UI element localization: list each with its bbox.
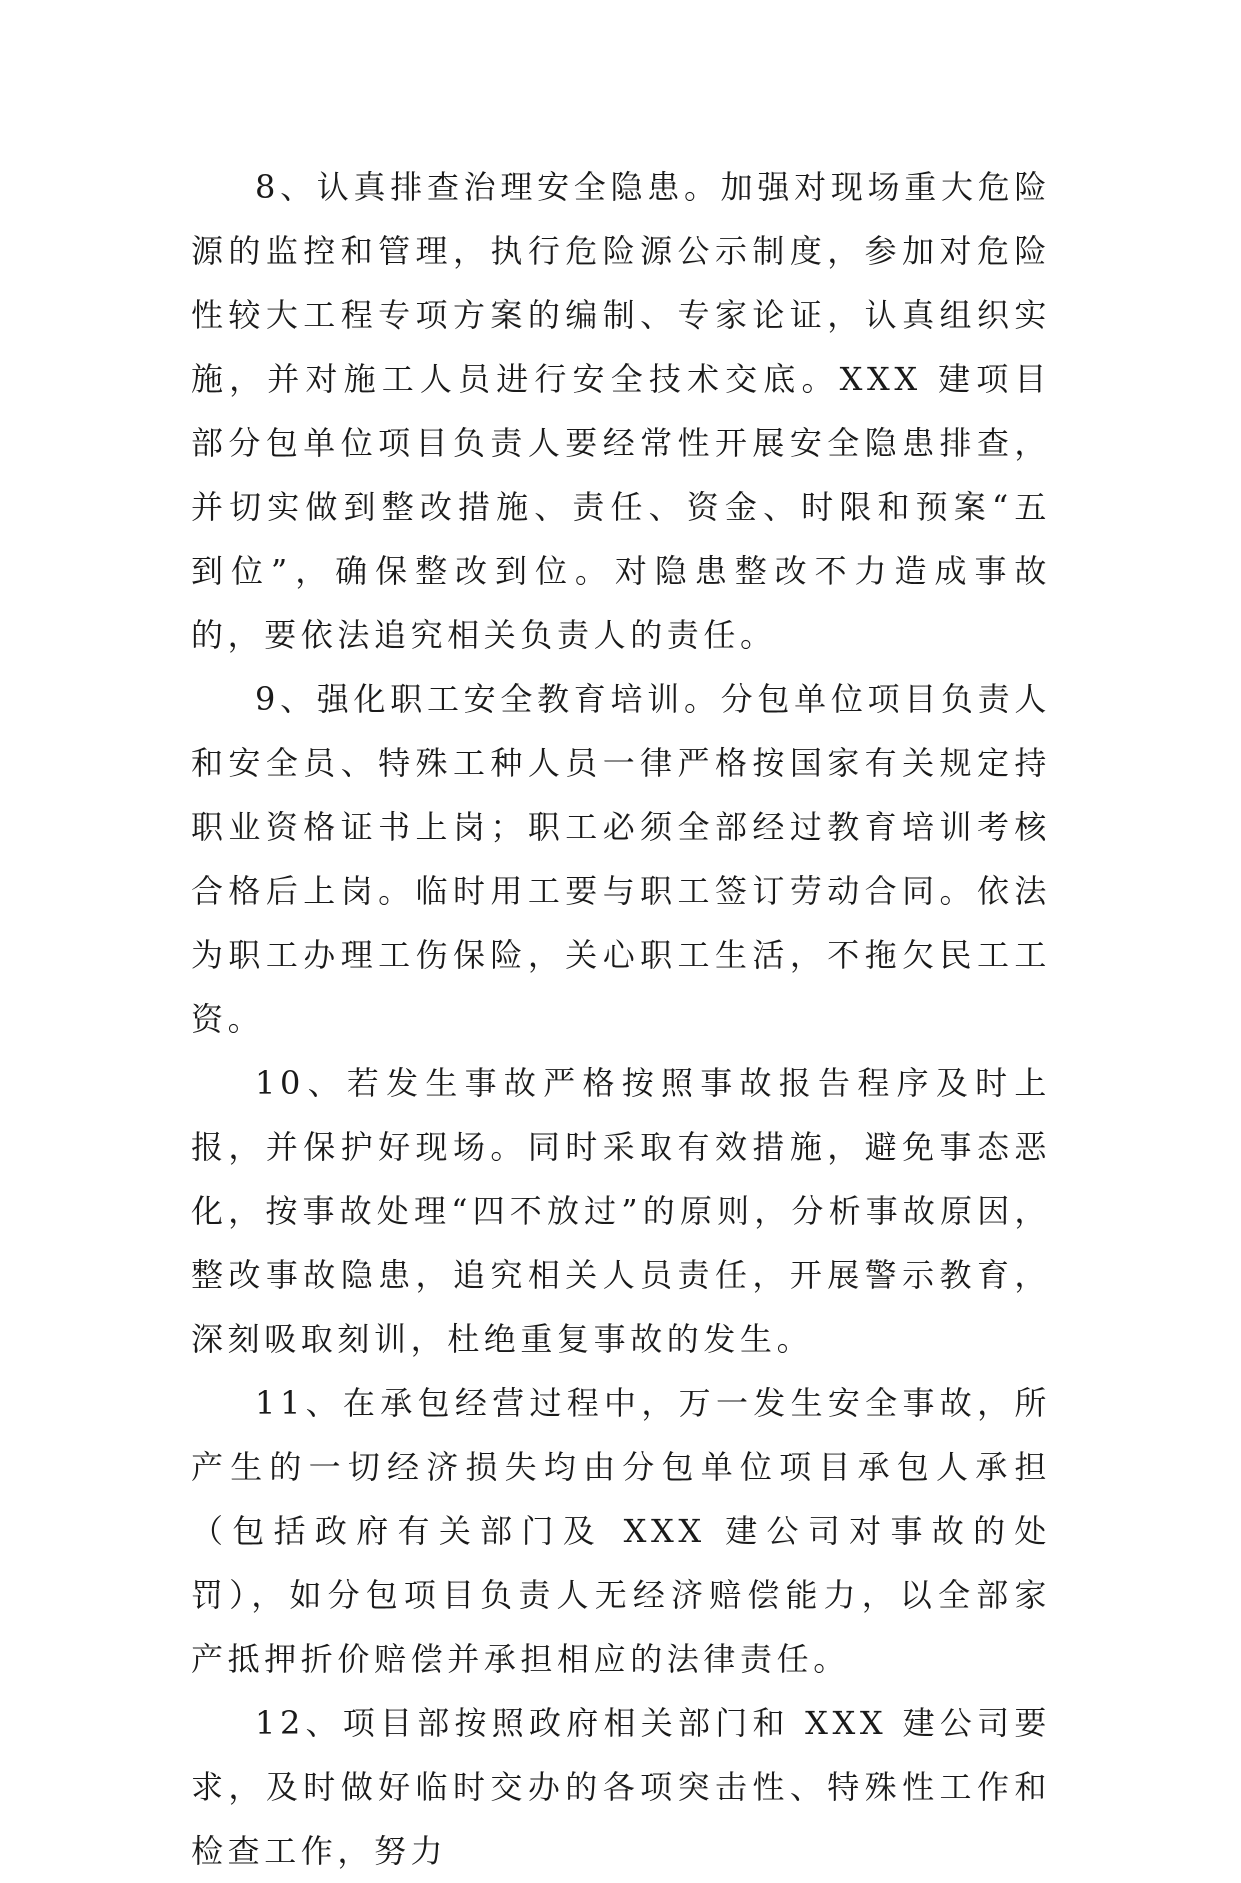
document-body [191, 155, 1051, 1883]
paragraph-item-8: 8、认真排查治理安全隐患。加强对现场重大危险源的监控和管理，执行危险源公示制度，参加对危险性较大工程专项方案的编制、专家论证，认真组织实施，并对施工人员进行安全技术交底。XXX 建项目部分包单位项目负责人要经常性开展安全隐患排查，并切实做到整改措施、责任、资金、时限和预案“五到位”，确保整改到位。对隐患整改不力造成事故的，要依法追究相关负责人的责任。 [191, 168, 1051, 654]
paragraph-item-12: 12、项目部按照政府相关部门和 XXX 建公司要求，及时做好临时交办的各项突击性、特殊性工作和检查工作，努力 [191, 1704, 1051, 1870]
paragraph-item-10: 10、若发生事故严格按照事故报告程序及时上报，并保护好现场。同时采取有效措施，避免事态恶化，按事故处理“四不放过”的原则，分析事故原因，整改事故隐患，追究相关人员责任，开展警示教育，深刻吸取刻训，杜绝重复事故的发生。 [191, 1064, 1051, 1358]
paragraph-item-11: 11、在承包经营过程中，万一发生安全事故，所产生的一切经济损失均由分包单位项目承包人承担（包括政府有关部门及 XXX 建公司对事故的处罚），如分包项目负责人无经济赔偿能力，以全部家产抵押折价赔偿并承担相应的法律责任。 [191, 1384, 1051, 1678]
paragraph-item-9: 9、强化职工安全教育培训。分包单位项目负责人和安全员、特殊工种人员一律严格按国家有关规定持职业资格证书上岗；职工必须全部经过教育培训考核合格后上岗。临时用工要与职工签订劳动合同。依法为职工办理工伤保险，关心职工生活，不拖欠民工工资。 [191, 680, 1051, 1038]
